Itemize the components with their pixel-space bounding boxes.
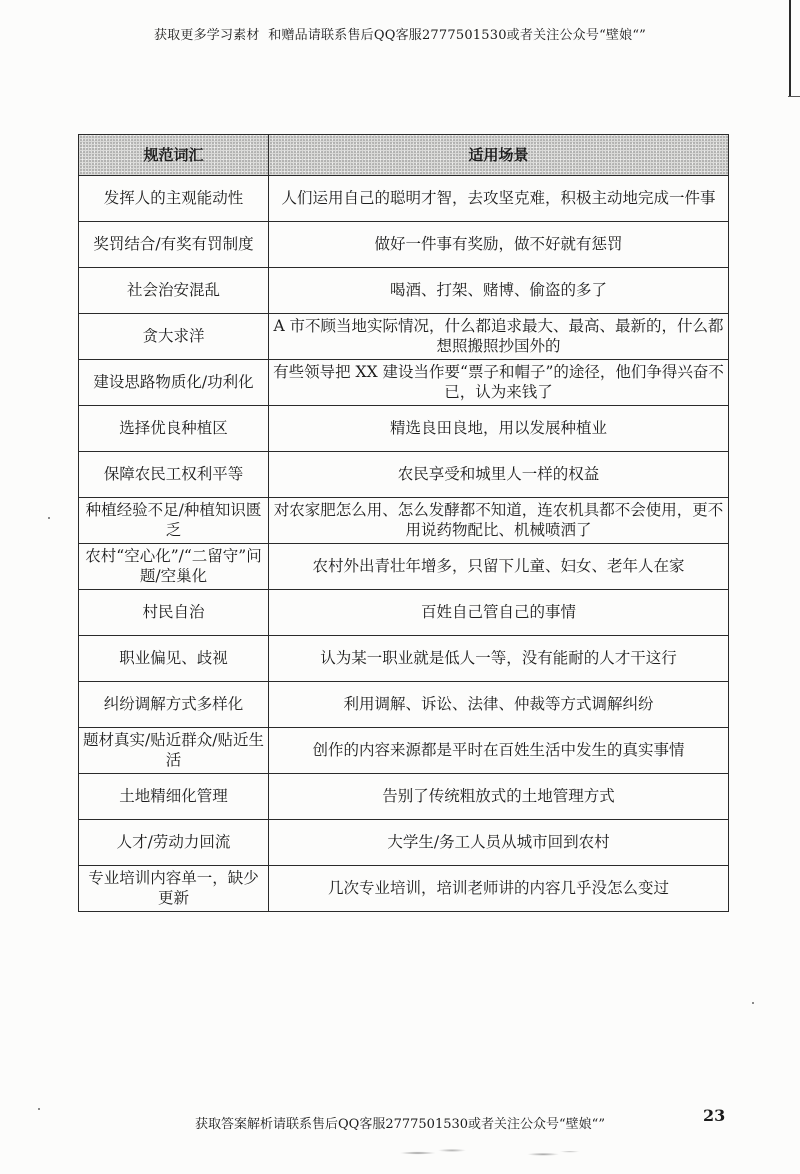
table-row: [79, 176, 729, 222]
stray-mark: [48, 517, 50, 519]
scenario-cell: 农民享受和城里人一样的权益: [269, 452, 729, 498]
page-number: 23: [703, 1106, 726, 1125]
vocabulary-table-container: [78, 134, 728, 912]
scenario-cell: 认为某一职业就是低人一等，没有能耐的人才干这行: [269, 636, 729, 682]
term-cell: 社会治安混乱: [79, 268, 269, 314]
table-row: [79, 222, 729, 268]
term-cell: 职业偏见、歧视: [79, 636, 269, 682]
stray-mark: [752, 1002, 754, 1004]
scenario-cell: 人们运用自己的聪明才智，去攻坚克难，积极主动地完成一件事: [269, 176, 729, 222]
term-cell: 种植经验不足/种植知识匮乏: [79, 498, 269, 544]
term-cell: 土地精细化管理: [79, 774, 269, 820]
vocabulary-table: [78, 134, 729, 912]
scan-noise: [395, 1140, 585, 1166]
table-row: [79, 636, 729, 682]
scenario-cell: 对农家肥怎么用、怎么发酵都不知道，连农机具都不会使用，更不用说药物配比、机械喷洒了: [269, 498, 729, 544]
scenario-cell: 农村外出青壮年增多，只留下儿童、妇女、老年人在家: [269, 544, 729, 590]
scenario-cell: 创作的内容来源都是平时在百姓生活中发生的真实事情: [269, 728, 729, 774]
scenario-cell: 大学生/务工人员从城市回到农村: [269, 820, 729, 866]
table-row: [79, 590, 729, 636]
term-cell: 纠纷调解方式多样化: [79, 682, 269, 728]
scenario-cell: 告别了传统粗放式的土地管理方式: [269, 774, 729, 820]
scenario-cell: 利用调解、诉讼、法律、仲裁等方式调解纠纷: [269, 682, 729, 728]
scan-edge-line: [789, 0, 791, 96]
term-cell: 村民自治: [79, 590, 269, 636]
stray-mark: [38, 1108, 40, 1110]
term-cell: 选择优良种植区: [79, 406, 269, 452]
table-row: [79, 774, 729, 820]
table-row: [79, 820, 729, 866]
term-cell: 发挥人的主观能动性: [79, 176, 269, 222]
table-row: [79, 360, 729, 406]
term-cell: 农村“空心化”/“二留守”问题/空巢化: [79, 544, 269, 590]
column-header-term: 规范词汇: [79, 135, 269, 176]
term-cell: 专业培训内容单一，缺少更新: [79, 866, 269, 912]
term-cell: 奖罚结合/有奖有罚制度: [79, 222, 269, 268]
table-row: [79, 314, 729, 360]
term-cell: 题材真实/贴近群众/贴近生活: [79, 728, 269, 774]
table-row: [79, 682, 729, 728]
scenario-cell: 几次专业培训，培训老师讲的内容几乎没怎么变过: [269, 866, 729, 912]
scenario-cell: 做好一件事有奖励，做不好就有惩罚: [269, 222, 729, 268]
term-cell: 贪大求洋: [79, 314, 269, 360]
scenario-cell: 精选良田良地，用以发展种植业: [269, 406, 729, 452]
table-row: [79, 452, 729, 498]
table-row: [79, 498, 729, 544]
table-row: [79, 728, 729, 774]
term-cell: 建设思路物质化/功利化: [79, 360, 269, 406]
term-cell: 人才/劳动力回流: [79, 820, 269, 866]
header-note: 获取更多学习素材 和赠品请联系售后QQ客服2777501530或者关注公众号“壁娘“”: [153, 28, 647, 43]
scenario-cell: A 市不顾当地实际情况，什么都追求最大、最高、最新的，什么都想照搬照抄国外的: [269, 314, 729, 360]
footer-note: 获取答案解析请联系售后QQ客服2777501530或者关注公众号“壁娘“”: [195, 1117, 605, 1132]
scenario-cell: 喝酒、打架、赌博、偷盗的多了: [269, 268, 729, 314]
table-row: [79, 406, 729, 452]
term-cell: 保障农民工权利平等: [79, 452, 269, 498]
table-row: [79, 866, 729, 912]
table-row: [79, 544, 729, 590]
column-header-scenario: 适用场景: [269, 135, 729, 176]
scenario-cell: 有些领导把 XX 建设当作要“票子和帽子”的途径，他们争得兴奋不已，认为来钱了: [269, 360, 729, 406]
table-header-row: [79, 135, 729, 176]
scan-edge-tick: [788, 96, 800, 97]
table-row: [79, 268, 729, 314]
scenario-cell: 百姓自己管自己的事情: [269, 590, 729, 636]
